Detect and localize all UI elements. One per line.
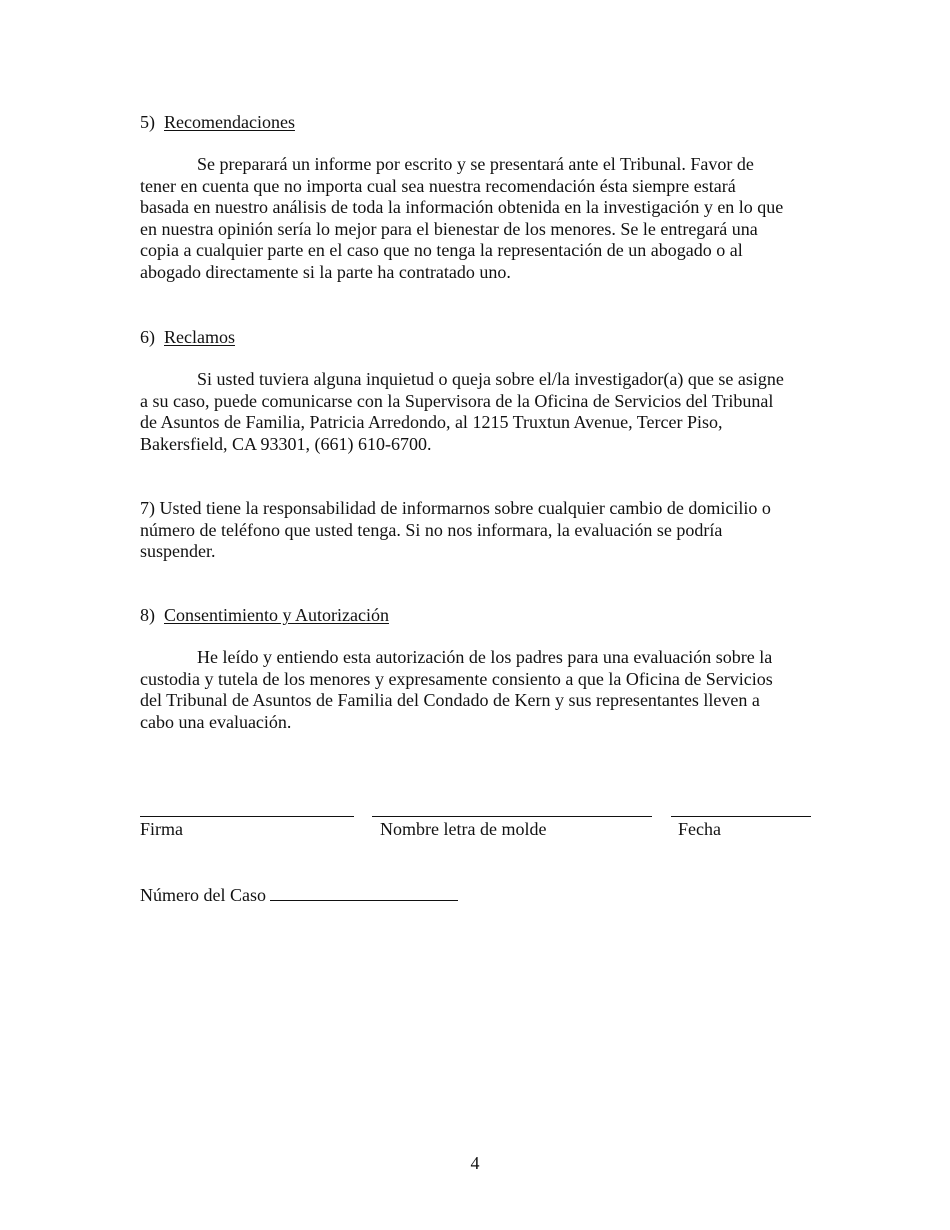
section-6-title: Reclamos [164, 327, 235, 347]
firma-label: Firma [140, 819, 183, 839]
section-8-paragraph [140, 647, 820, 733]
section-6-heading [140, 326, 235, 348]
section-6-paragraph [140, 369, 820, 455]
page-number: 4 [470, 1153, 480, 1173]
paragraph-line: 7) Usted tiene la responsabilidad de informarnos sobre cualquier cambio de domicilio o [140, 498, 771, 518]
firma-signature-line[interactable] [140, 816, 354, 817]
section-5-heading [140, 111, 295, 133]
case-number-blank[interactable] [270, 882, 458, 901]
paragraph-line: de Asuntos de Familia, Patricia Arredondo, al 1215 Truxtun Avenue, Tercer Piso, [140, 412, 723, 432]
paragraph-line: tener en cuenta que no importa cual sea nuestra recomendación ésta siempre estará [140, 175, 736, 196]
paragraph-line: número de teléfono que usted tenga. Si no nos informara, la evaluación se podría [140, 519, 723, 540]
section-7-paragraph [140, 498, 820, 563]
section-5-title: Recomendaciones [164, 112, 295, 132]
section-8-number: 8) [140, 605, 155, 625]
section-8-title: Consentimiento y Autorización [164, 605, 389, 625]
nombre-signature-line[interactable] [372, 816, 652, 817]
section-8-heading [140, 604, 389, 626]
paragraph-line: custodia y tutela de los menores y expresamente consiento a que la Oficina de Servicios [140, 668, 773, 689]
paragraph-line: del Tribunal de Asuntos de Familia del Condado de Kern y sus representantes lleven a [140, 690, 760, 710]
paragraph-line: He leído y entiendo esta autorización de los padres para una evaluación sobre la [197, 647, 773, 667]
case-number-field [140, 882, 458, 906]
paragraph-line: basada en nuestro análisis de toda la información obtenida en la investigación y en lo que [140, 197, 784, 217]
paragraph-line: en nuestra opinión sería lo mejor para el bienestar de los menores. Se le entregará una [140, 218, 758, 239]
paragraph-line: Bakersfield, CA 93301, (661) 610-6700. [140, 433, 432, 454]
section-5-number: 5) [140, 112, 155, 132]
case-number-label: Número del Caso [140, 885, 266, 905]
paragraph-line: cabo una evaluación. [140, 711, 292, 732]
fecha-label: Fecha [678, 819, 721, 839]
paragraph-line: abogado directamente si la parte ha contratado uno. [140, 261, 511, 282]
fecha-signature-line[interactable] [671, 816, 811, 817]
section-5-paragraph [140, 154, 820, 283]
paragraph-line: a su caso, puede comunicarse con la Supervisora de la Oficina de Servicios del Tribunal [140, 390, 774, 411]
nombre-label: Nombre letra de molde [380, 819, 547, 839]
paragraph-line: suspender. [140, 541, 216, 561]
paragraph-line: copia a cualquier parte en el caso que no tenga la representación de un abogado o al [140, 240, 743, 260]
paragraph-line: Si usted tuviera alguna inquietud o queja sobre el/la investigador(a) que se asigne [197, 369, 784, 389]
section-6-number: 6) [140, 327, 155, 347]
paragraph-line: Se preparará un informe por escrito y se presentará ante el Tribunal. Favor de [197, 154, 754, 174]
